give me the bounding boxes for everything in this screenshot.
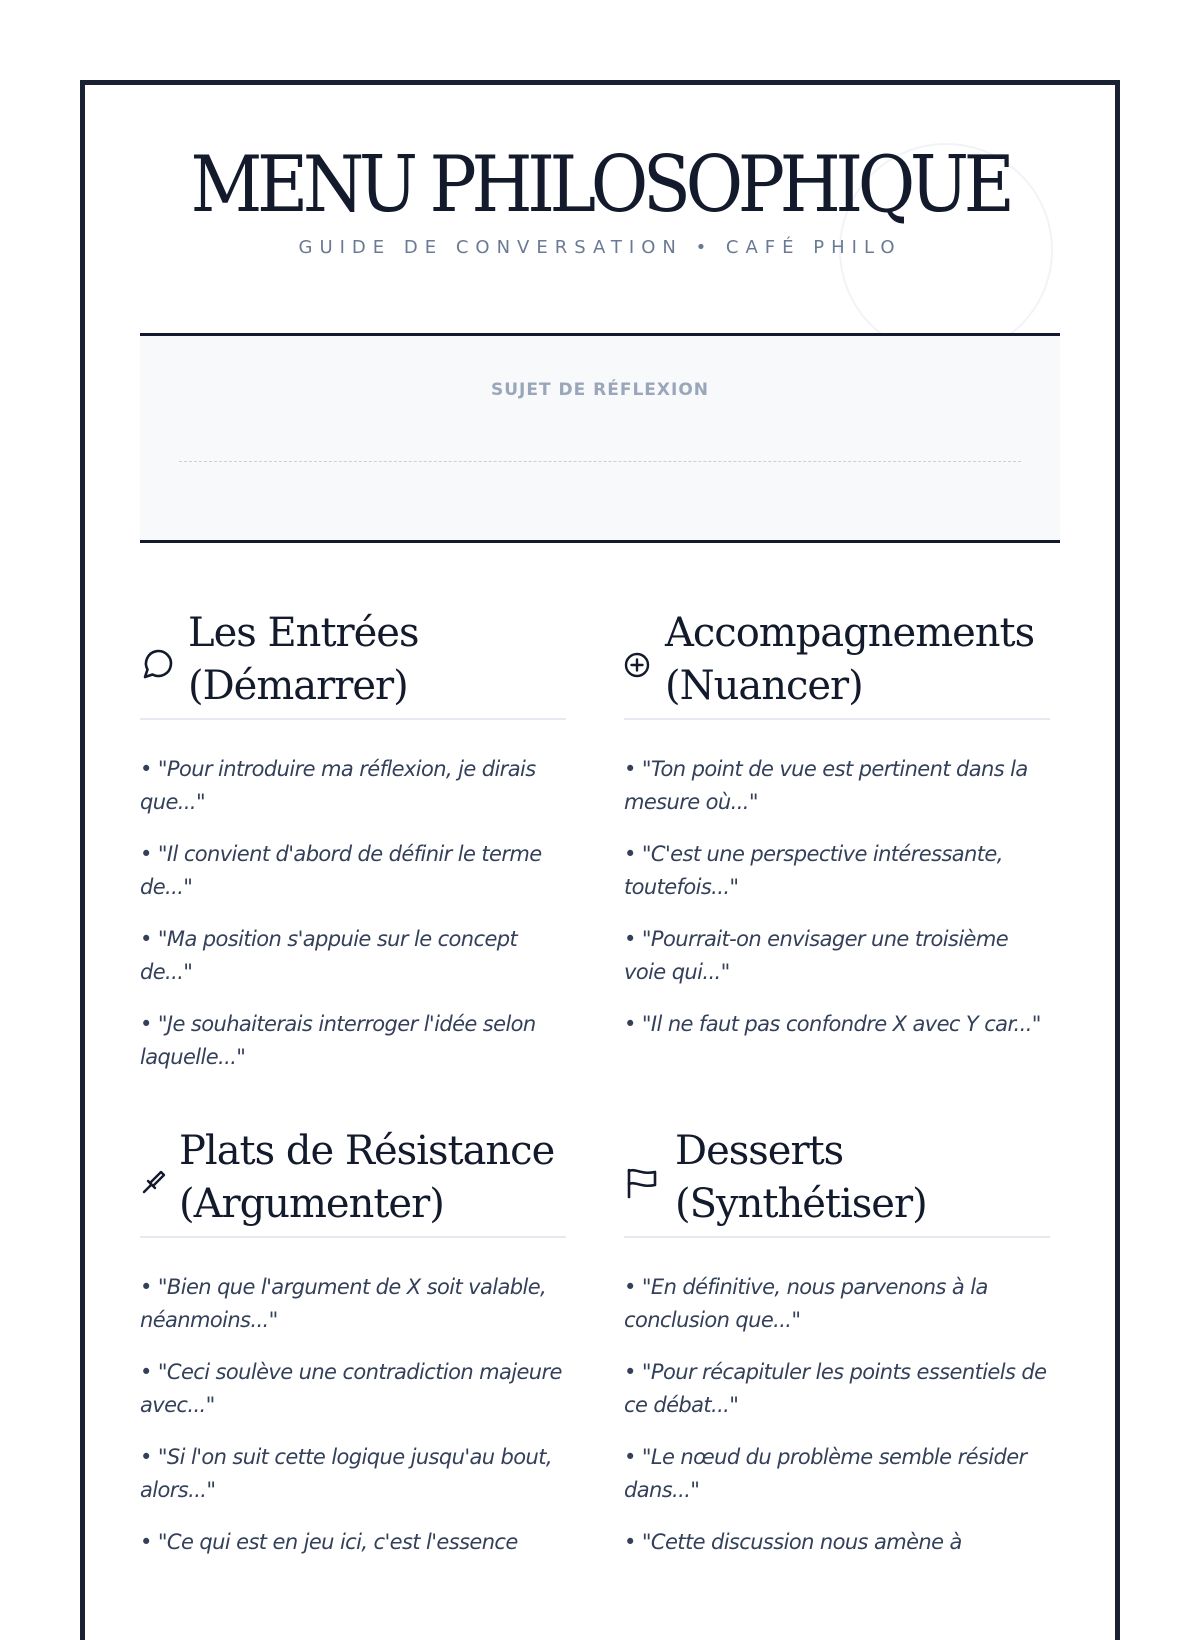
section-title-line1: Desserts: [675, 1128, 844, 1174]
section-title-line1: Plats de Résistance: [179, 1128, 555, 1174]
phrase-item: • "Ton point de vue est pertinent dans la mesure où...": [624, 757, 1028, 814]
phrase-list: [624, 1271, 1050, 1578]
section-header: [624, 607, 1050, 720]
phrase-item: • "Pourrait-on envisager une troisième voie qui...": [624, 927, 1009, 984]
topic-label: SUJET DE RÉFLEXION: [490, 380, 709, 400]
topic-dashed-line: [179, 461, 1021, 462]
section-title-line2: (Démarrer): [188, 663, 408, 709]
section-title-line2: (Synthétiser): [675, 1181, 927, 1227]
section-title: [188, 607, 419, 713]
section-accompagnements: [624, 607, 1050, 1036]
phrase-item: • "Le nœud du problème semble résider dans...": [624, 1445, 1027, 1502]
section-title: [675, 1125, 927, 1231]
phrase-item: • "Ma position s'appuie sur le concept de...": [140, 927, 518, 984]
phrase-item: • "Si l'on suit cette logique jusqu'au bout, alors...": [140, 1445, 552, 1502]
section-title-line1: Les Entrées: [188, 610, 419, 656]
phrase-list: [140, 753, 566, 1093]
phrase-list: [140, 1271, 566, 1578]
phrase-item: • "Pour introduire ma réflexion, je dirais que...": [140, 757, 536, 814]
phrase-list: [624, 753, 1050, 1060]
topic-box: [140, 333, 1060, 543]
section-plats: [140, 1125, 566, 1554]
phrase-item: • "Il convient d'abord de définir le terme de...": [140, 842, 542, 899]
section-header: [140, 607, 566, 720]
section-title-line2: (Nuancer): [665, 663, 863, 709]
speech-bubble-icon: [140, 647, 176, 683]
page-title: MENU PHILOSOPHIQUE: [190, 140, 1010, 230]
sword-icon: [140, 1165, 176, 1201]
phrase-item: • "Bien que l'argument de X soit valable, néanmoins...": [140, 1275, 547, 1332]
phrase-item: • "Ceci soulève une contradiction majeure avec...": [140, 1360, 562, 1417]
phrase-item: • "Je souhaiterais interroger l'idée selon laquelle...": [140, 1012, 536, 1069]
menu-card: [80, 80, 1120, 1640]
phrase-item: • "Ce qui est en jeu ici, c'est l'essence: [140, 1530, 518, 1554]
phrase-item: • "Il ne faut pas confondre X avec Y car...": [624, 1012, 1041, 1036]
section-title: [665, 607, 1034, 713]
section-title: [179, 1125, 554, 1231]
section-header: [624, 1125, 1050, 1238]
phrase-item: • "Cette discussion nous amène à: [624, 1530, 962, 1554]
section-header: [140, 1125, 566, 1238]
plus-circle-icon: [624, 647, 660, 683]
section-title-line2: (Argumenter): [179, 1181, 444, 1227]
page-subtitle: GUIDE DE CONVERSATION • CAFÉ PHILO: [298, 237, 902, 258]
flag-icon: [624, 1165, 660, 1201]
section-title-line1: Accompagnements: [665, 610, 1035, 656]
phrase-item: • "En définitive, nous parvenons à la conclusion que...": [624, 1275, 988, 1332]
phrase-item: • "Pour récapituler les points essentiels de ce débat...": [624, 1360, 1047, 1417]
section-entrees: [140, 607, 566, 1069]
phrase-item: • "C'est une perspective intéressante, toutefois...": [624, 842, 1003, 899]
section-desserts: [624, 1125, 1050, 1554]
